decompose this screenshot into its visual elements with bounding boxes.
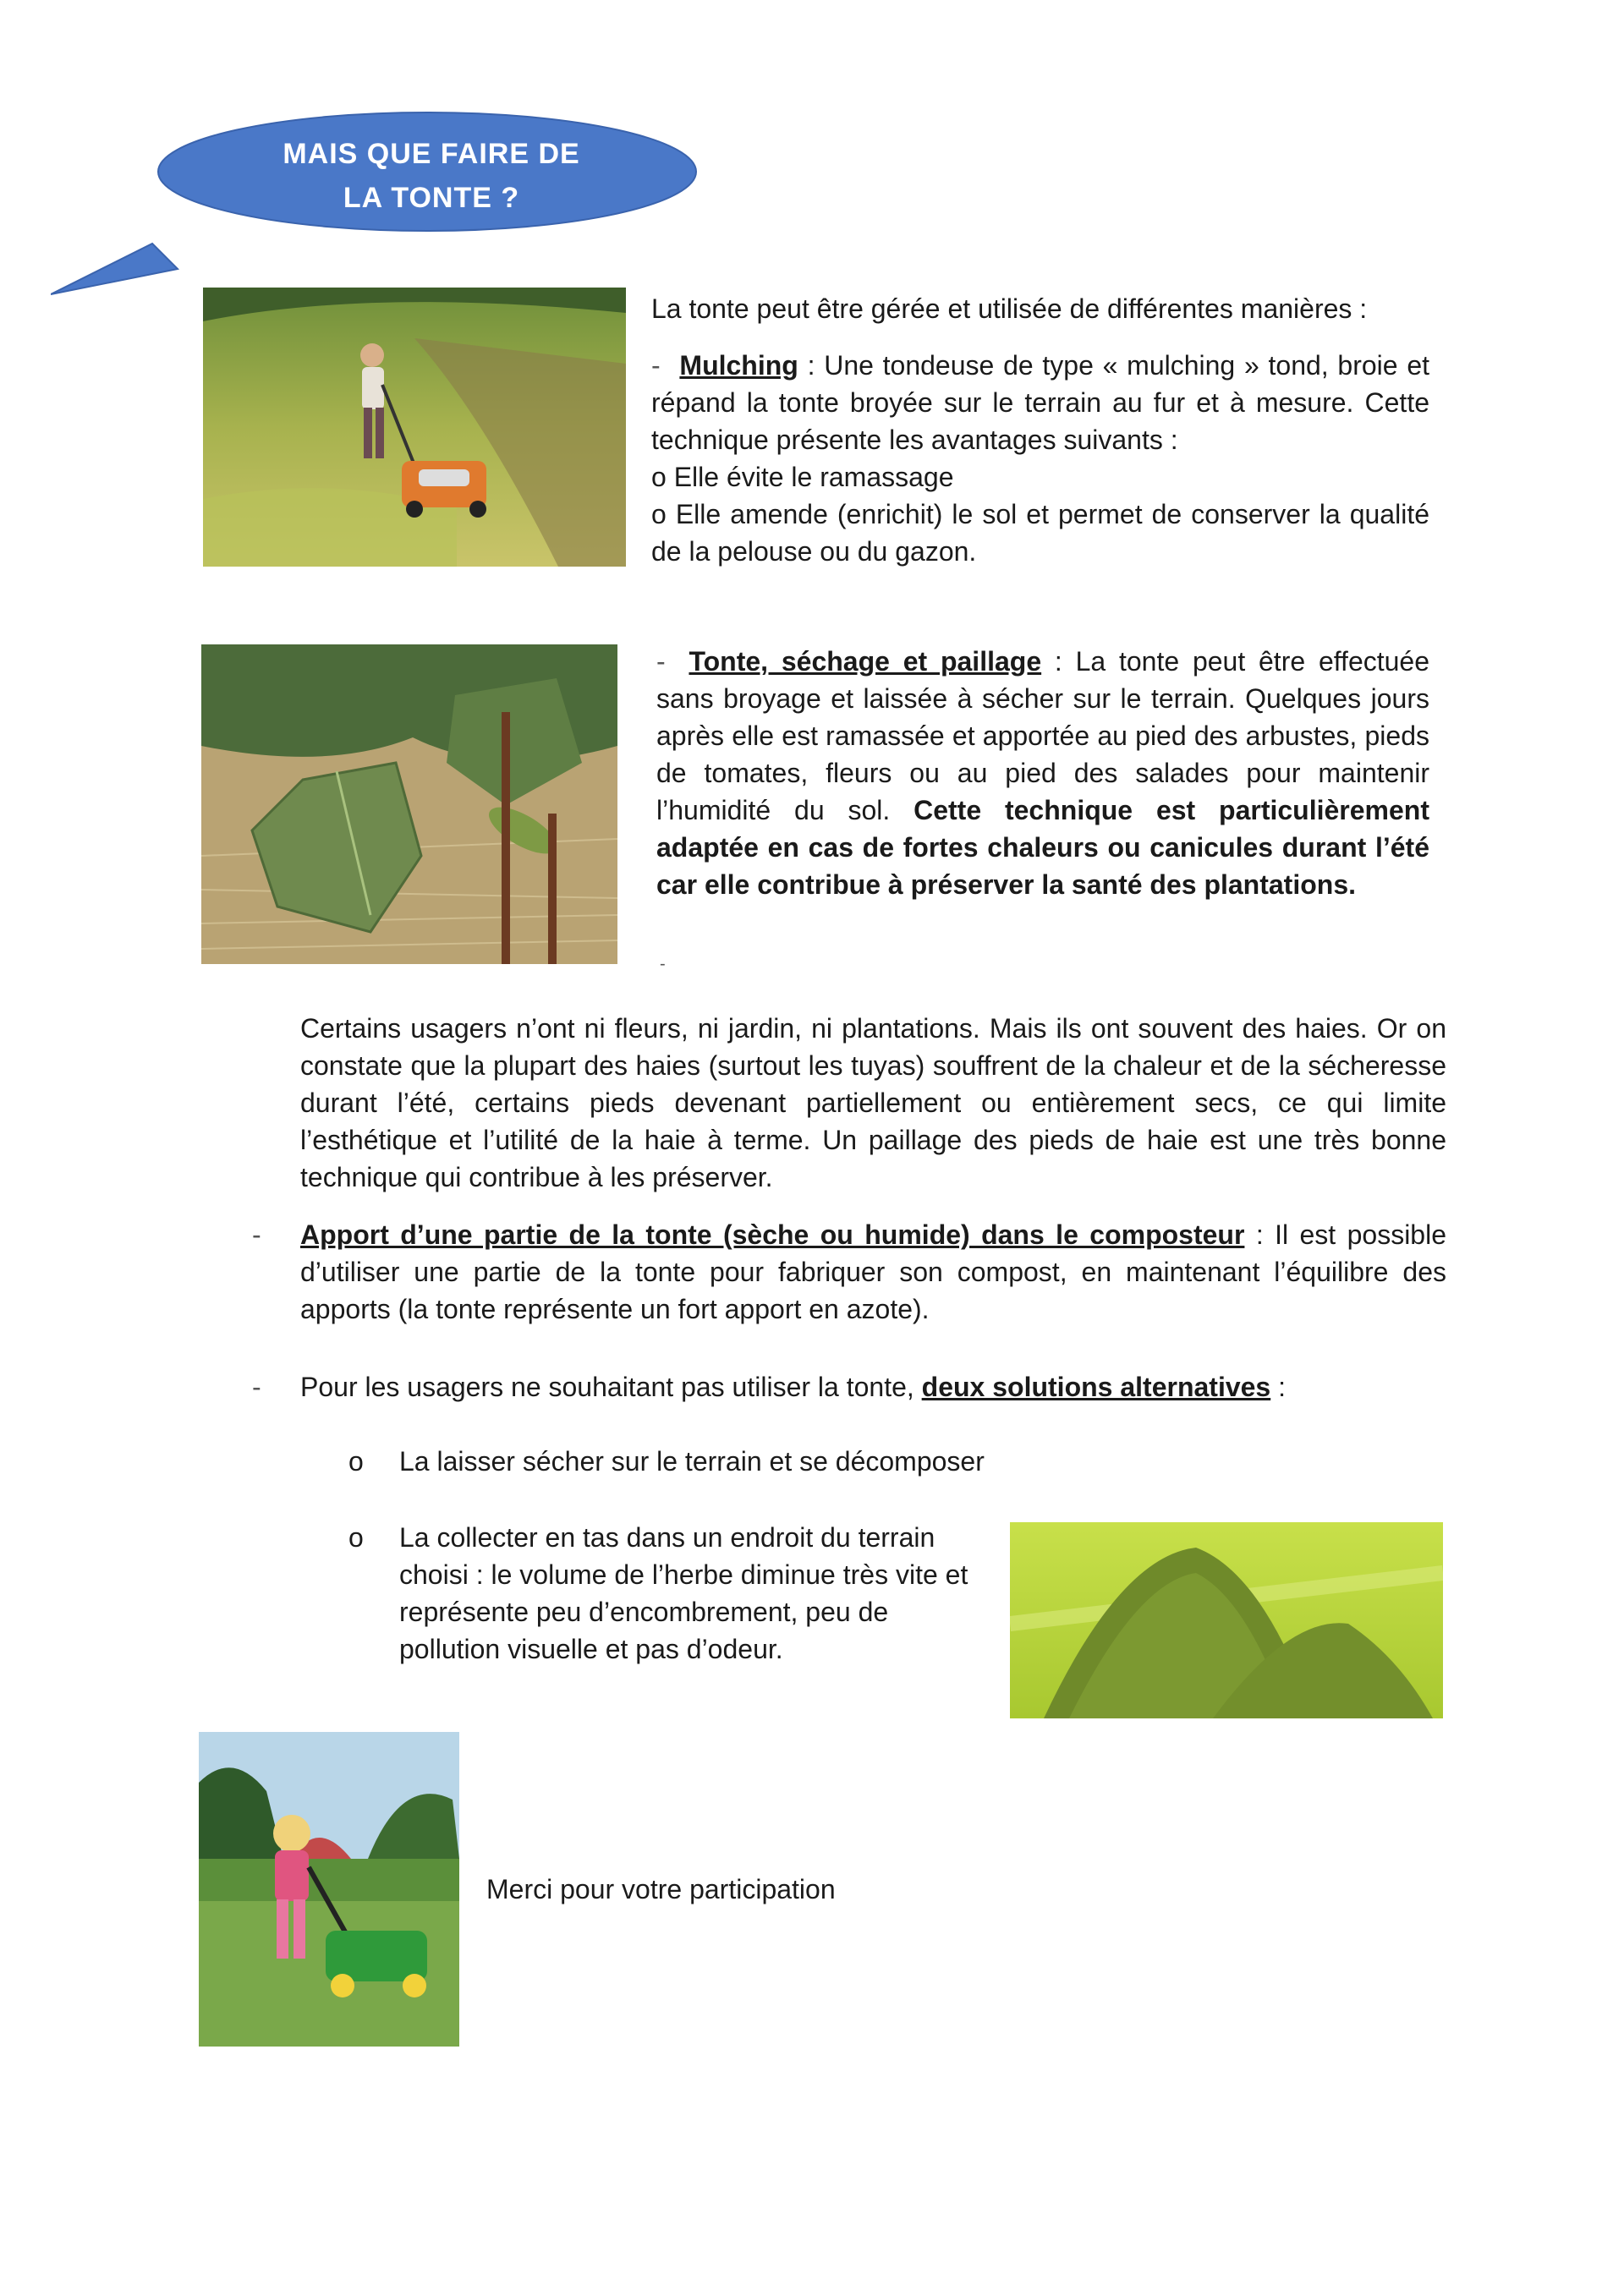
- compost-paragraph: [300, 1216, 1446, 1328]
- compost-title: Apport d’une partie de la tonte (sèche ou humide) dans le composteur: [300, 1219, 1245, 1250]
- option-2-bullet: o: [348, 1522, 364, 1553]
- alternatives-text: Pour les usagers ne souhaitant pas utiliser la tonte,: [300, 1372, 922, 1402]
- alternatives-bold: deux solutions alternatives: [921, 1372, 1271, 1402]
- thanks-text: Merci pour votre participation: [486, 1874, 836, 1904]
- paillage-paragraph: [656, 643, 1429, 903]
- paillage-trailing-dash: -: [660, 955, 666, 973]
- option-2-text: La collecter en tas dans un endroit du terrain choisi : le volume de l’herbe diminue très vite et représente peu d’encombrement, peu de pollution visuelle et pas d’odeur.: [399, 1522, 968, 1664]
- photo-woman-mowing: [203, 288, 626, 567]
- paillage-title: Tonte, séchage et paillage: [689, 646, 1042, 677]
- mulching-advantage-1: o Elle évite le ramassage: [651, 462, 954, 492]
- mulching-text: : Une tondeuse de type « mulching » tond, broie et répand la tonte broyée sur le terrain au fur et à mesure. Cette technique présente les avantages suivants :: [651, 350, 1430, 455]
- bubble-line-2: LA TONTE ?: [343, 182, 520, 214]
- option-1-bullet: o: [348, 1446, 364, 1477]
- alternatives-paragraph: [300, 1368, 1446, 1406]
- photo-grass-piles: [1010, 1522, 1443, 1718]
- alternatives-after: :: [1270, 1372, 1286, 1402]
- alternatives-dash: -: [252, 1372, 261, 1402]
- compost-text: : Il est possible d’utiliser une partie de la tonte pour fabriquer son compost, en maintenant l’équilibre des apports (la tonte représente un fort apport en azote).: [300, 1219, 1447, 1324]
- mulching-dash: -: [651, 350, 661, 381]
- speech-bubble-text: [228, 132, 634, 220]
- paillage-dash: -: [656, 646, 666, 677]
- compost-dash: -: [252, 1219, 261, 1250]
- bubble-line-1: MAIS QUE FAIRE DE: [283, 138, 580, 170]
- mulching-advantage-2: o Elle amende (enrichit) le sol et permet de conserver la qualité de la pelouse ou du gazon.: [651, 499, 1429, 567]
- photo-child-toy-mower: [199, 1732, 459, 2047]
- haies-paragraph: Certains usagers n’ont ni fleurs, ni jardin, ni plantations. Mais ils ont souvent des haies. Or on constate que la plupart des haies (surtout les tuyas) souffrent de la chaleur et de la sécheresse durant l’été, certains pieds devenant partiellement ou entièrement secs, ce qui limite l’esthétique et l’utilité de la haie à terme. Un paillage des pieds de haie est une très bonne technique qui contribue à les préserver.: [300, 1013, 1446, 1192]
- option-1-text: La laisser sécher sur le terrain et se décomposer: [399, 1446, 985, 1477]
- paillage-bold-text: Cette technique est particulièrement adaptée en cas de fortes chaleurs ou canicules durant l’été car elle contribue à préserver la santé des plantations.: [656, 795, 1430, 900]
- mulching-title: Mulching: [679, 350, 798, 381]
- paillage-text: : La tonte peut être effectuée sans broyage et laissée à sécher sur le terrain. Quelques jours après elle est ramassée et apportée au pied des arbustes, pieds de tomates, fleurs ou au pied des salades pour maintenir l’humidité du sol.: [656, 646, 1430, 825]
- mulching-paragraph: [651, 347, 1429, 458]
- photo-cucumber-mulch: [201, 644, 617, 964]
- intro-text: La tonte peut être gérée et utilisée de différentes manières :: [651, 293, 1368, 324]
